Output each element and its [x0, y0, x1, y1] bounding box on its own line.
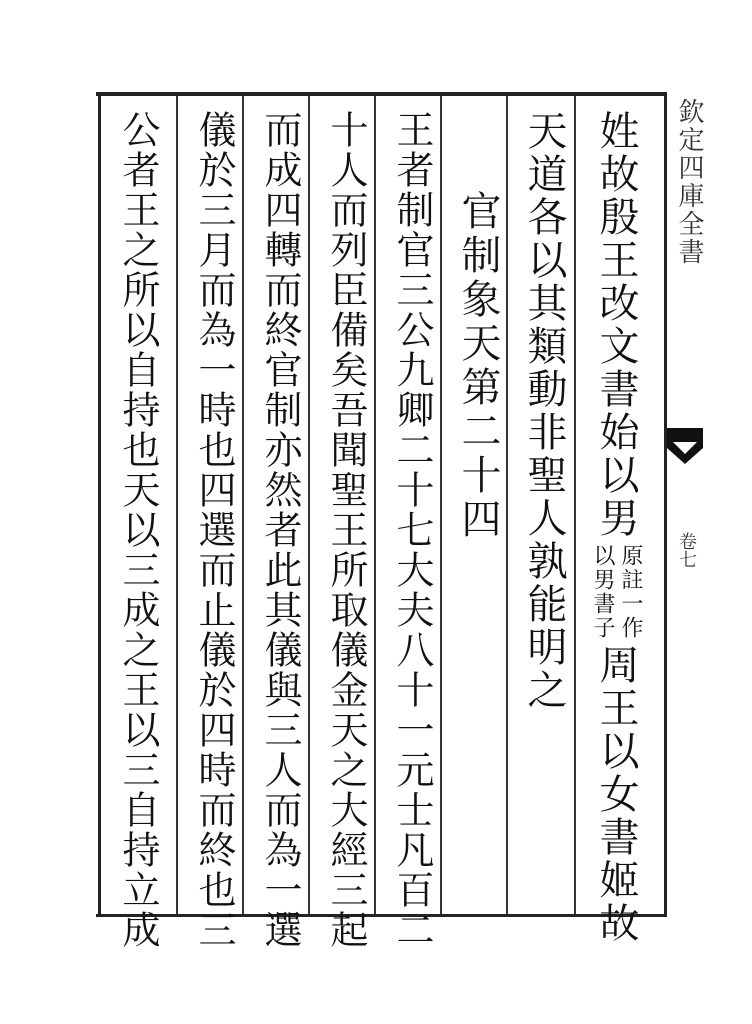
page-margin-strip [664, 92, 703, 917]
fishtail-mark-icon [667, 428, 703, 464]
frame-bottom-rule [96, 914, 664, 917]
text-column-8: 公者王之所以自持也天以三成之王以三自持立成 [116, 110, 160, 950]
text-column-7: 儀於三月而為一時也四選而止儀於四時而終也三 [192, 110, 236, 950]
annotation-right-line: 原註一作 [618, 544, 643, 640]
column-1-text-before: 姓故殷王改文書始以男 [593, 110, 639, 540]
chapter-heading: 官制象天第二十四 [455, 190, 501, 542]
frame-top-rule [96, 92, 664, 96]
margin-volume-number: 卷七 [676, 532, 697, 568]
text-column-6: 而成四轉而終官制亦然者此其儀與三人而為一選 [258, 110, 302, 950]
text-column-2: 天道各以其類動非聖人孰能明之 [521, 110, 567, 712]
text-column-5: 十人而列臣備矣吾聞聖王所取儀金天之大經三起 [324, 110, 368, 950]
column-1-text-after: 周王以女書姬故 [593, 644, 639, 945]
frame-left-rule [98, 92, 101, 917]
inline-annotation [589, 544, 643, 640]
annotation-left-line: 以男書子 [590, 544, 615, 640]
margin-book-title: 欽定四庫全書 [674, 98, 704, 266]
text-column-4: 王者制官三公九卿二十七大夫八十一元士凡百二 [390, 110, 434, 950]
column-divider [574, 96, 576, 914]
text-column-1 [586, 110, 646, 945]
column-divider [176, 96, 178, 914]
